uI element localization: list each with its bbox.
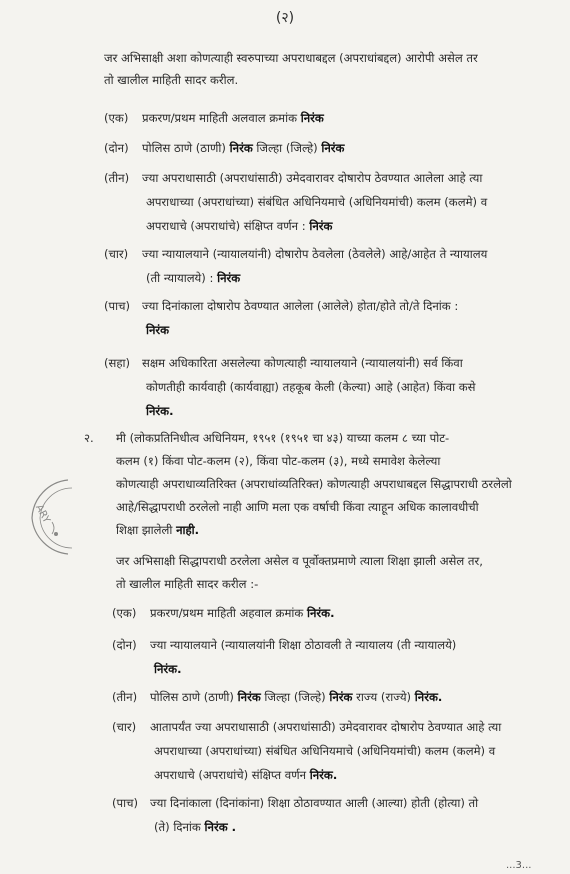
line-text: जिल्हा (जिल्हे) bbox=[252, 141, 322, 155]
intro2-line-1: जर अभिसाक्षी सिद्धापराधी ठरलेला असेल व पूर्वोक्तप्रमाणे त्याला शिक्षा झाली असेल तर, bbox=[116, 554, 483, 568]
answer-value: निरंक bbox=[321, 141, 345, 155]
section-2-item-line bbox=[150, 637, 456, 653]
item-2-answer: नाही. bbox=[176, 523, 200, 537]
answer-value: निरंक. bbox=[154, 662, 182, 676]
answer-value: निरंक bbox=[329, 690, 353, 704]
answer-value: निरंक. bbox=[309, 768, 338, 782]
section-2-item-line bbox=[154, 767, 337, 783]
item-2-line-1: मी (लोकप्रतिनिधीत्व अधिनियम, १९५१ (१९५१ चा ४३) याच्या कलम ८ च्या पोट- bbox=[116, 431, 450, 445]
line-text: अपराधाच्या (अपराधांच्या) संबंधित अधिनियमाचे (अधिनियमांची) कलम (कलमे) व bbox=[146, 195, 488, 209]
answer-value: निरंक. bbox=[146, 404, 174, 418]
section-2-item-line bbox=[150, 719, 501, 735]
section-1-item-label: (सहा) bbox=[104, 356, 131, 370]
stamp-lettering: ARY bbox=[33, 502, 52, 525]
answer-value: निरंक. bbox=[414, 690, 443, 704]
item-2-line-2: कलम (१) किंवा पोट-कलम (२), किंवा पोट-कलम (३), मध्ये समावेश केलेल्या bbox=[116, 454, 441, 468]
line-text: अपराधाच्या (अपराधांच्या) संबंधित अधिनियमाचे (अधिनियमांची) कलम (कलमे) व bbox=[154, 744, 496, 758]
section-2-item-label: (पाच) bbox=[112, 796, 138, 810]
page-number: (२) bbox=[275, 10, 295, 26]
section-2-item-label: (तीन) bbox=[112, 690, 138, 704]
section-2-item-line bbox=[150, 689, 442, 705]
section-2-item-line bbox=[150, 795, 478, 811]
line-text: प्रकरण/प्रथम माहिती अलवाल क्रमांक bbox=[142, 111, 301, 125]
section-1-item-line bbox=[142, 140, 344, 156]
section-1-item-line bbox=[142, 298, 458, 314]
section-2-item-line bbox=[150, 605, 335, 621]
item-2-line-4: आहे/सिद्धापराधी ठरलेलो नाही आणि मला एक वर्षाची किंवा त्याहून अधिक कालावधीची bbox=[116, 500, 479, 514]
section-1-item-label: (तीन) bbox=[104, 171, 130, 185]
section-2-item-label: (एक) bbox=[112, 606, 137, 620]
section-1-item-label: (पाच) bbox=[104, 299, 130, 313]
section-2-item-line bbox=[154, 819, 236, 835]
line-text: ज्या दिनांकाला दोषारोप ठेवण्यात आलेला (आलेले) होता/होते तो/ते दिनांक : bbox=[142, 299, 459, 313]
answer-value: निरंक. bbox=[307, 606, 335, 620]
intro-line-1: जर अभिसाक्षी अशा कोणत्याही स्वरुपाच्या अपराधाबद्दल (अपराधांबद्दल) आरोपी असेल तर bbox=[104, 51, 478, 65]
notary-stamp-icon bbox=[22, 478, 74, 556]
answer-value: निरंक bbox=[309, 219, 333, 233]
section-1-item-line bbox=[146, 403, 174, 419]
section-1-item-line bbox=[146, 270, 240, 286]
section-1-item-line bbox=[146, 322, 169, 338]
line-text: सक्षम अधिकारिता असलेल्या कोणत्याही न्यायालयाने (न्यायालयांनी) सर्व किंवा bbox=[142, 356, 463, 370]
section-1-item-label: (चार) bbox=[104, 247, 129, 261]
section-1-item-line bbox=[142, 355, 463, 371]
section-1-item-line bbox=[142, 170, 482, 186]
line-text: ज्या दिनांकाला (दिनांकांना) शिक्षा ठोठावण्यात आली (आल्या) होती (होत्या) तो bbox=[150, 796, 479, 810]
line-text: अपराधाचे (अपराधांचे) संक्षिप्त वर्णन bbox=[154, 768, 310, 782]
section-1-item-label: (एक) bbox=[104, 111, 129, 125]
line-text: जिल्हा (जिल्हे) bbox=[260, 690, 330, 704]
section-2-item-line bbox=[154, 661, 182, 677]
item-2-line-3: कोणत्याही अपराधाव्यतिरिक्त (अपराधांव्यतिरिक्त) कोणत्याही अपराधाबद्दल सिद्धापराधी ठरलेलो bbox=[116, 477, 512, 491]
section-2-item-label: (चार) bbox=[112, 720, 137, 734]
line-text: प्रकरण/प्रथम माहिती अहवाल क्रमांक bbox=[150, 606, 307, 620]
item-2-line-5: शिक्षा झालेली नाही. bbox=[116, 523, 200, 537]
intro-line-2: तो खालील माहिती सादर करील. bbox=[104, 73, 239, 87]
answer-value: निरंक bbox=[229, 141, 253, 155]
line-text: (ती न्यायालये) : bbox=[146, 271, 218, 285]
line-text: (ते) दिनांक bbox=[154, 820, 205, 834]
section-1-item-line bbox=[142, 110, 324, 126]
line-text: पोलिस ठाणे (ठाणी) bbox=[142, 141, 230, 155]
line-text: ज्या अपराधासाठी (अपराधांसाठी) उमेदवारावर दोषारोप ठेवण्यात आलेला आहे त्या bbox=[142, 171, 483, 185]
section-1-item-label: (दोन) bbox=[104, 141, 129, 155]
next-page-marker: ...3... bbox=[506, 860, 532, 871]
answer-value: निरंक bbox=[217, 271, 241, 285]
section-1-item-line bbox=[146, 218, 332, 234]
section-1-item-line bbox=[146, 379, 476, 395]
line-text: ज्या न्यायालयाने (न्यायालयांनी शिक्षा ठोठावली ते न्यायालय (ती न्यायालये) bbox=[150, 638, 457, 652]
line-text: अपराधाचे (अपराधांचे) संक्षिप्त वर्णन : bbox=[146, 219, 310, 233]
line-text: ज्या न्यायालयाने (न्यायालयांनी) दोषारोप ठेवलेला (ठेवलेले) आहे/आहेत ते न्यायालय bbox=[142, 247, 488, 261]
answer-value: निरंक bbox=[146, 323, 170, 337]
intro2-line-2: तो खालील माहिती सादर करील :- bbox=[116, 577, 259, 591]
section-2-item-line bbox=[154, 743, 495, 759]
line-text: पोलिस ठाणे (ठाणी) bbox=[150, 690, 238, 704]
section-1-item-line bbox=[142, 246, 487, 262]
line-text: आतापर्यंत ज्या अपराधासाठी (अपराधांसाठी) उमेदवारावर दोषारोप ठेवण्यात आहे त्या bbox=[150, 720, 502, 734]
answer-value: निरंक bbox=[237, 690, 261, 704]
line-text: कोणतीही कार्यवाही (कार्यवाह्या) तहकूब केली (केल्या) आहे (आहेत) किंवा कसे bbox=[146, 380, 476, 394]
answer-value: निरंक bbox=[300, 111, 324, 125]
section-2-item-label: (दोन) bbox=[112, 638, 137, 652]
section-1-item-line bbox=[146, 194, 487, 210]
item-2-number: २. bbox=[84, 431, 94, 445]
line-text: राज्य (राज्ये) bbox=[352, 690, 415, 704]
answer-value: निरंक . bbox=[204, 820, 237, 834]
